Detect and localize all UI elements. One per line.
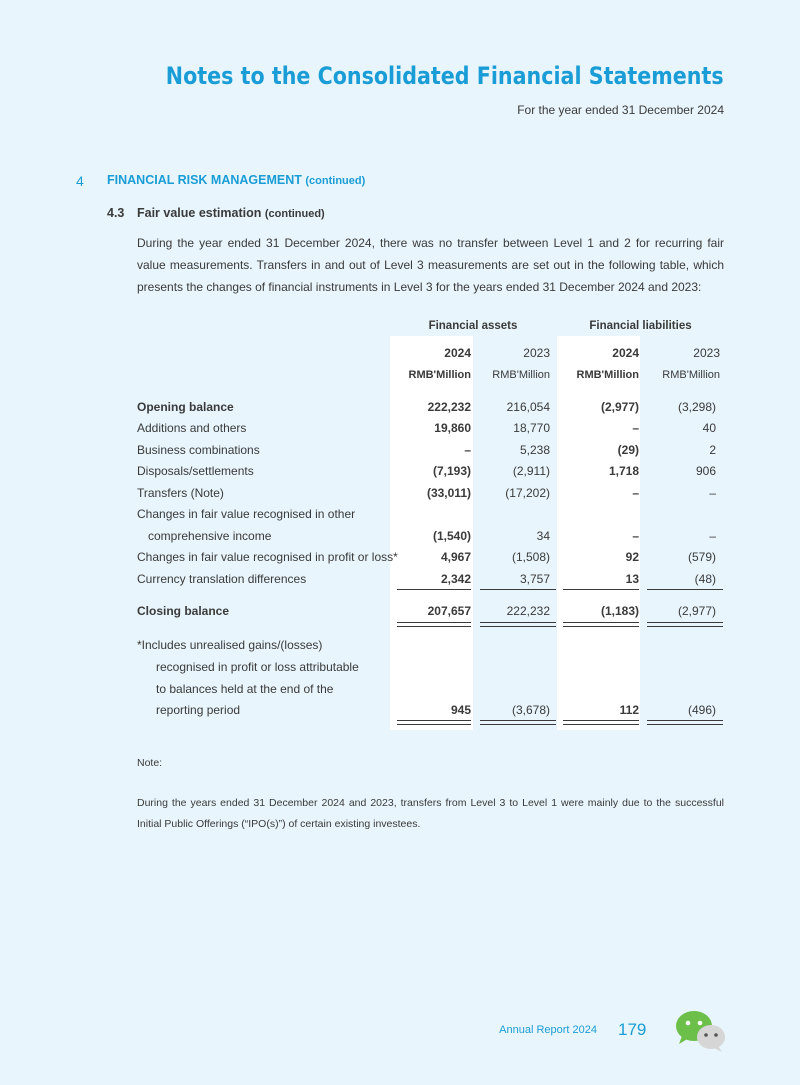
subtotal-rule: [397, 589, 471, 590]
column-bg-liabilities-2024: [557, 336, 640, 730]
table-cell: 207,657: [427, 604, 471, 618]
note-label: Note:: [137, 757, 163, 769]
subsection-title-text: Fair value estimation: [137, 206, 262, 220]
subtotal-rule: [647, 589, 723, 590]
group-header-financial-assets: Financial assets: [428, 320, 518, 332]
total-double-rule: [647, 622, 723, 627]
table-cell: –: [709, 486, 716, 500]
table-cell: (7,193): [432, 464, 471, 478]
table-cell: (3,678): [511, 703, 550, 717]
table-cell: 5,238: [519, 443, 550, 457]
year-header: 2024: [444, 346, 471, 360]
group-header-financial-liabilities: Financial liabilities: [589, 320, 692, 332]
total-double-rule: [480, 622, 556, 627]
table-cell: 13: [625, 572, 639, 586]
table-cell: 222,232: [427, 400, 471, 414]
footnote-line: reporting period: [156, 703, 241, 717]
table-cell: (2,911): [512, 464, 550, 478]
unit-header: RMB'Million: [662, 369, 720, 381]
note-text: During the years ended 31 December 2024 and 2023, transfers from Level 3 to Level 1 were mainly due to the successful Initial Public Offerings (“IPO(s)”) of certain existing investees.: [137, 797, 724, 830]
footnote-double-rule: [647, 720, 723, 725]
row-label-currency-translation: Currency translation differences: [137, 572, 307, 586]
unit-header: RMB'Million: [408, 369, 471, 381]
table-cell: 40: [702, 421, 716, 435]
page-subtitle: For the year ended 31 December 2024: [517, 103, 724, 117]
footnote-double-rule: [480, 720, 556, 725]
row-label-business-combinations: Business combinations: [137, 443, 260, 457]
table-cell: 18,770: [513, 421, 550, 435]
subsection-title: [137, 206, 325, 220]
table-cell: 906: [695, 464, 716, 478]
table-cell: –: [632, 486, 639, 500]
wechat-icon: [674, 1008, 730, 1054]
table-cell: –: [632, 529, 639, 543]
table-cell: 112: [619, 703, 639, 717]
table-cell: 4,967: [440, 550, 471, 564]
unit-header: RMB'Million: [576, 369, 639, 381]
total-double-rule: [397, 622, 471, 627]
table-cell: 2,342: [440, 572, 471, 586]
table-cell: (1,508): [511, 550, 550, 564]
table-cell: –: [464, 443, 471, 457]
row-label-fv-oci-line2: comprehensive income: [148, 529, 272, 543]
footnote-line: *Includes unrealised gains/(losses): [137, 638, 323, 652]
page-title: Notes to the Consolidated Financial Statements: [166, 62, 724, 90]
footnote-double-rule: [397, 720, 471, 725]
table-cell: (29): [617, 443, 639, 457]
table-cell: (579): [687, 550, 716, 564]
year-header: 2023: [693, 346, 720, 360]
row-label-fv-oci: Changes in fair value recognised in other: [137, 507, 356, 521]
subsection-continued: (continued): [264, 208, 325, 220]
table-cell: (2,977): [600, 400, 639, 414]
table-cell: 216,054: [506, 400, 550, 414]
level3-table: [137, 316, 724, 730]
subtotal-rule: [563, 589, 639, 590]
section-title: [107, 173, 365, 187]
footnote-line: recognised in profit or loss attributable: [156, 660, 359, 674]
page-number: 179: [618, 1020, 647, 1039]
table-cell: (48): [694, 572, 716, 586]
table-cell: (1,183): [600, 604, 639, 618]
row-label-transfers: Transfers (Note): [137, 486, 224, 500]
table-cell: (3,298): [677, 400, 716, 414]
row-label-opening-balance: Opening balance: [137, 400, 234, 414]
subtotal-rule: [480, 589, 556, 590]
unit-header: RMB'Million: [492, 369, 550, 381]
table-cell: 1,718: [608, 464, 639, 478]
table-cell: 3,757: [519, 572, 550, 586]
table-cell: (1,540): [432, 529, 471, 543]
table-cell: 19,860: [434, 421, 471, 435]
year-header: 2023: [523, 346, 550, 360]
row-label-closing-balance: Closing balance: [137, 604, 230, 618]
subsection-number: 4.3: [107, 206, 125, 220]
table-cell: (2,977): [677, 604, 716, 618]
table-cell: 945: [450, 703, 471, 717]
table-cell: (17,202): [505, 486, 550, 500]
year-header: 2024: [612, 346, 639, 360]
table-cell: –: [709, 529, 716, 543]
table-cell: 92: [625, 550, 639, 564]
total-double-rule: [563, 622, 639, 627]
footer-report-title: Annual Report 2024: [499, 1024, 597, 1036]
footnote-line: to balances held at the end of the: [156, 682, 334, 696]
table-cell: (33,011): [426, 486, 471, 500]
table-cell: –: [632, 421, 639, 435]
footnote-double-rule: [563, 720, 639, 725]
table-cell: (496): [687, 703, 716, 717]
section-title-text: FINANCIAL RISK MANAGEMENT: [107, 173, 302, 187]
table-cell: 222,232: [506, 604, 550, 618]
section-continued: (continued): [305, 175, 366, 187]
row-label-fv-profit-loss: Changes in fair value recognised in profit or loss*: [137, 550, 398, 564]
section-number: 4: [76, 173, 84, 189]
row-label-disposals: Disposals/settlements: [137, 464, 254, 478]
table-cell: 34: [536, 529, 550, 543]
row-label-additions: Additions and others: [137, 421, 247, 435]
table-cell: 2: [709, 443, 716, 457]
intro-paragraph: During the year ended 31 December 2024, there was no transfer between Level 1 and 2 for recurring fair value measurements. Transfers in and out of Level 3 measurements are set out in the following table, which presents the changes of financial instruments in Level 3 for the years ended 31 December 2024 and 2023:: [137, 236, 724, 294]
